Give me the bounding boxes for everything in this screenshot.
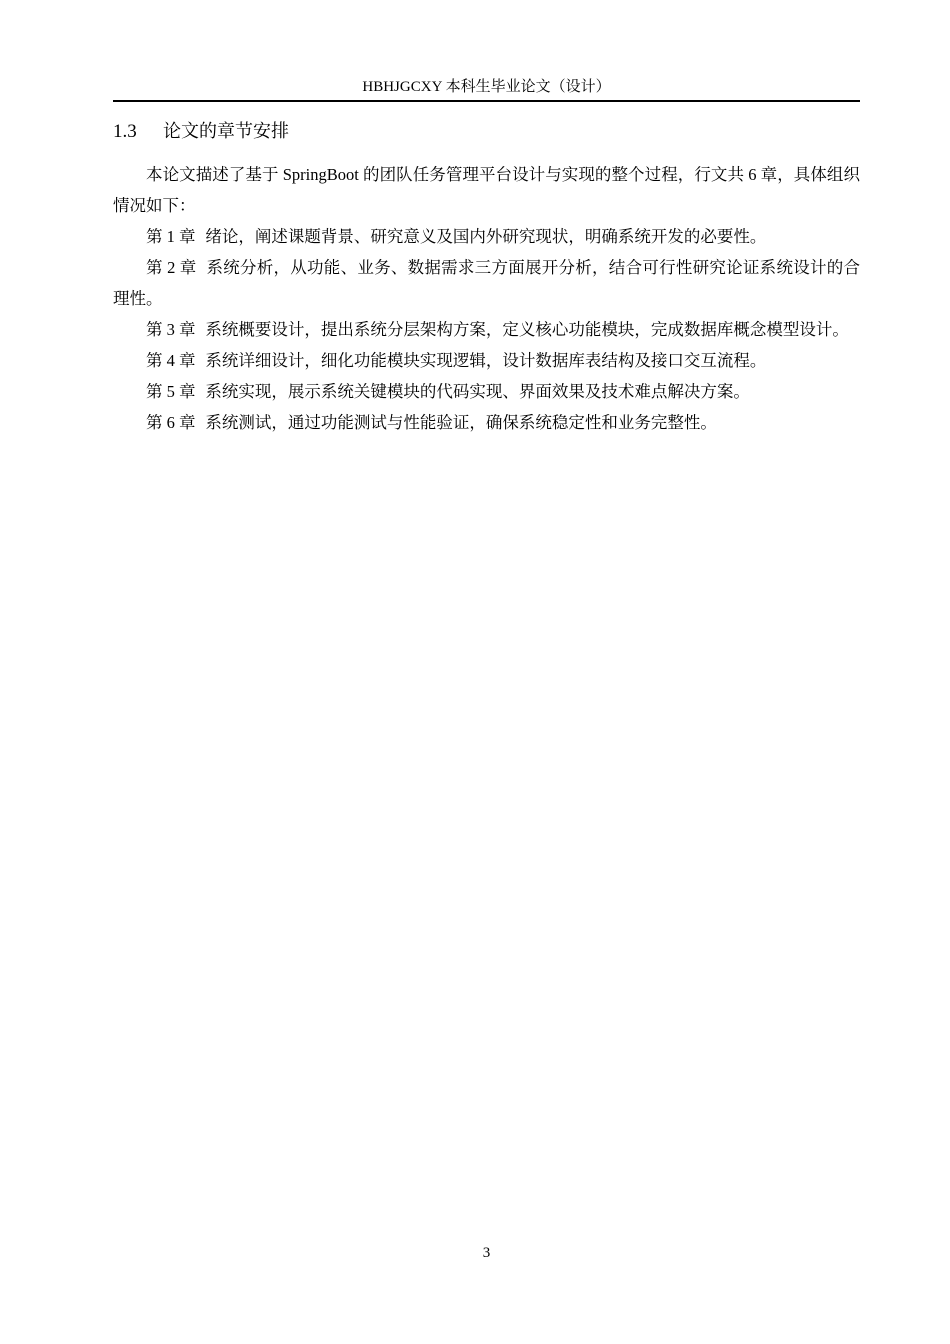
chapter-label: 第 1 章	[146, 227, 196, 246]
chapter-description: 系统详细设计，细化功能模块实现逻辑，设计数据库表结构及接口交互流程。	[205, 351, 767, 370]
chapter-description: 系统分析，从功能、业务、数据需求三方面展开分析，结合可行性研究论证系统设计的合理性。	[113, 258, 861, 308]
chapter-label: 第 4 章	[146, 351, 196, 370]
chapter-paragraph	[113, 376, 860, 407]
section-number: 1.3	[113, 121, 137, 142]
section-heading	[113, 119, 289, 145]
chapter-label: 第 3 章	[146, 320, 196, 339]
intro-paragraph: 本论文描述了基于 SpringBoot 的团队任务管理平台设计与实现的整个过程，行文共 6 章，具体组织情况如下：	[113, 165, 860, 215]
running-header: HBHJGCXY 本科生毕业论文（设计）	[362, 79, 611, 95]
section-title: 论文的章节安排	[163, 121, 289, 142]
chapter-paragraph	[113, 252, 860, 314]
body-text	[113, 159, 860, 438]
chapter-description: 绪论，阐述课题背景、研究意义及国内外研究现状，明确系统开发的必要性。	[205, 227, 767, 246]
chapter-description: 系统测试，通过功能测试与性能验证，确保系统稳定性和业务完整性。	[205, 413, 717, 432]
chapter-paragraph	[113, 221, 860, 252]
chapter-paragraph	[113, 407, 860, 438]
chapter-label: 第 5 章	[146, 382, 196, 401]
chapter-paragraph	[113, 314, 860, 345]
chapter-label: 第 2 章	[146, 258, 197, 277]
chapter-description: 系统概要设计，提出系统分层架构方案，定义核心功能模块，完成数据库概念模型设计。	[205, 320, 849, 339]
chapter-description: 系统实现，展示系统关键模块的代码实现、界面效果及技术难点解决方案。	[205, 382, 750, 401]
chapter-label: 第 6 章	[146, 413, 196, 432]
header-rule	[113, 100, 860, 102]
chapter-paragraph	[113, 345, 860, 376]
page-number: 3	[482, 1245, 491, 1261]
